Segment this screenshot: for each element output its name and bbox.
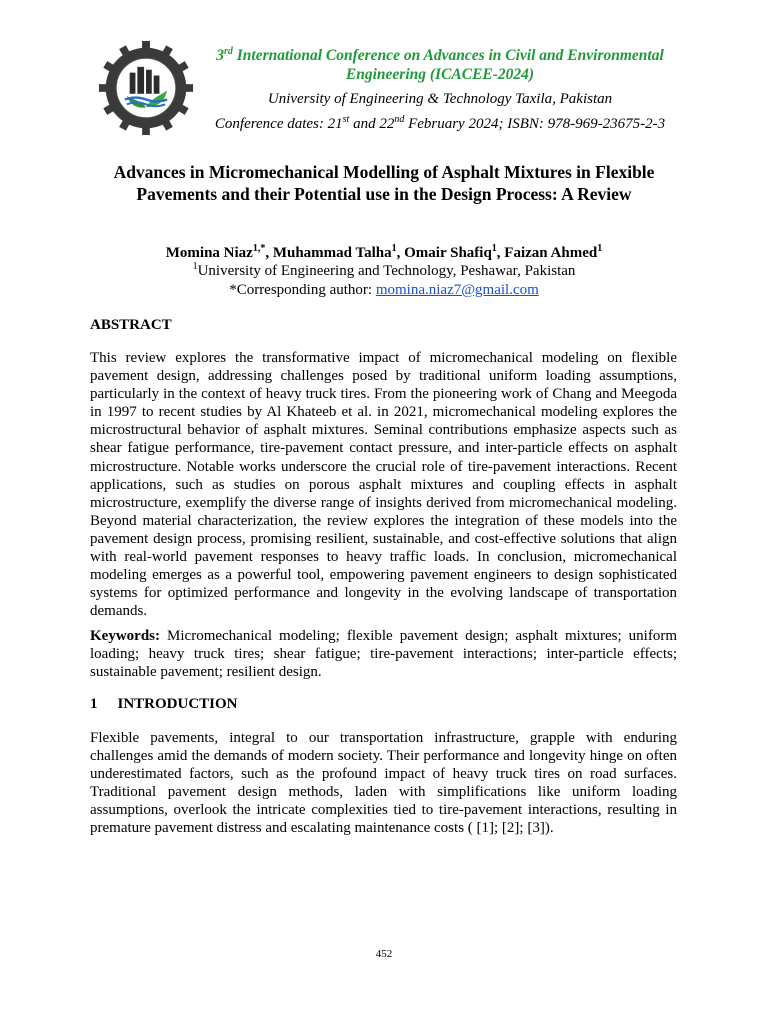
- author-name: Momina Niaz: [165, 245, 253, 261]
- author-sup: 1,*: [252, 243, 266, 254]
- abstract-text: This review explores the transformative impact of micromechanical modeling on flexible pavement design, addressing challenges posed by traditional uniform loading assumptions, particularly in the context of heavy truck tires. From the pioneering work of Chang and Meegoda in 1997 to recent studies by Al Khateeb et al. in 2021, micromechanical modeling explores the microstructural behavior of asphalt mixtures. Seminal contributions emphasize aspects such as shear fatigue performance, tire-pavement contact pressure, and inter-particle effects on asphalt microstructure. Notable works underscore the crucial role of tire-pavement interactions. Recent applications, such as studies on porous asphalt mixtures and coupling effects in asphalt microstructure, exemplify the diverse range of insights derived from micromechanical modeling. Beyond material characterization, the review explores the integration of these models into the pavement design process, promising resilient, sustainable, and cost-effective solutions that align with real-world pavement responses to heavy traffic loads. In conclusion, micromechanical modeling emerges as a powerful tool, empowering pavement engineers to design sophisticated systems for optimized performance and longevity in the evolving landscape of transportation demands.: [90, 350, 677, 620]
- conference-title-line2: Engineering (ICACEE-2024): [345, 66, 535, 83]
- introduction-heading: [90, 695, 238, 713]
- author-name: Muhammad Talha: [272, 245, 392, 261]
- dates-sup-1: st: [342, 114, 350, 125]
- author-sup: 1: [491, 243, 497, 254]
- paper-title-line2: Pavements and their Potential use in the Design Process: A Review: [136, 184, 632, 204]
- author-separator: ,: [496, 245, 505, 261]
- page-number: 452: [375, 948, 393, 960]
- affiliation: [90, 262, 678, 280]
- dates-prefix: Conference dates: 21: [214, 116, 343, 132]
- corresponding-email-link[interactable]: momina.niaz7@gmail.com: [375, 282, 539, 298]
- paper-title-line1: Advances in Micromechanical Modelling of Asphalt Mixtures in Flexible: [113, 162, 655, 182]
- corresponding-author: [90, 281, 678, 299]
- author-separator: ,: [396, 245, 405, 261]
- conference-logo: [98, 40, 194, 136]
- affiliation-sup: 1: [192, 261, 198, 272]
- conference-dates: [200, 115, 680, 133]
- dates-suffix: February 2024; ISBN: 978-969-23675-2-3: [404, 116, 666, 132]
- conference-university: University of Engineering & Technology Taxila, Pakistan: [267, 91, 613, 107]
- conference-title-line1: International Conference on Advances in Civil and Environmental: [232, 47, 664, 64]
- introduction-text: Flexible pavements, integral to our transportation infrastructure, grapple with enduring challenges amid the demands of modern society. Their performance and longevity hinge on often underestimated factors, such as the profound impact of heavy truck tires on road surfaces. Traditional pavement design methods, laden with simplifications like uniform loading assumptions, overlook the intricate complexities tied to tire-pavement interactions, resulting in premature pavement distress and escalating maintenance costs ( [1]; [2]; [3]).: [90, 730, 677, 837]
- author-name: Omair Shafiq: [404, 245, 492, 261]
- paper-title: [90, 161, 678, 205]
- author-list: [90, 244, 678, 262]
- conference-ordinal: 3: [216, 47, 224, 64]
- author-sup: 1: [597, 243, 603, 254]
- dates-sup-2: nd: [394, 114, 405, 125]
- section-title: INTRODUCTION: [117, 696, 238, 712]
- conference-title: [200, 46, 680, 84]
- section-number: 1: [90, 696, 98, 712]
- author-name: Faizan Ahmed: [504, 245, 598, 261]
- corresponding-label: *Corresponding author:: [229, 282, 376, 298]
- affiliation-text: University of Engineering and Technology, Peshawar, Pakistan: [197, 263, 576, 279]
- keywords: [90, 627, 677, 681]
- keywords-label: Keywords:: [90, 628, 160, 644]
- author-sup: 1: [391, 243, 397, 254]
- keywords-text: Micromechanical modeling; flexible pavement design; asphalt mixtures; uniform loading; heavy truck tires; shear fatigue; tire-pavement interactions; inter-particle effects; sustainable pavement; resilient design.: [90, 628, 677, 681]
- abstract-heading: ABSTRACT: [90, 317, 172, 333]
- author-separator: ,: [265, 245, 273, 261]
- conference-ordinal-sup: rd: [223, 45, 233, 57]
- dates-mid: and 22: [349, 116, 395, 132]
